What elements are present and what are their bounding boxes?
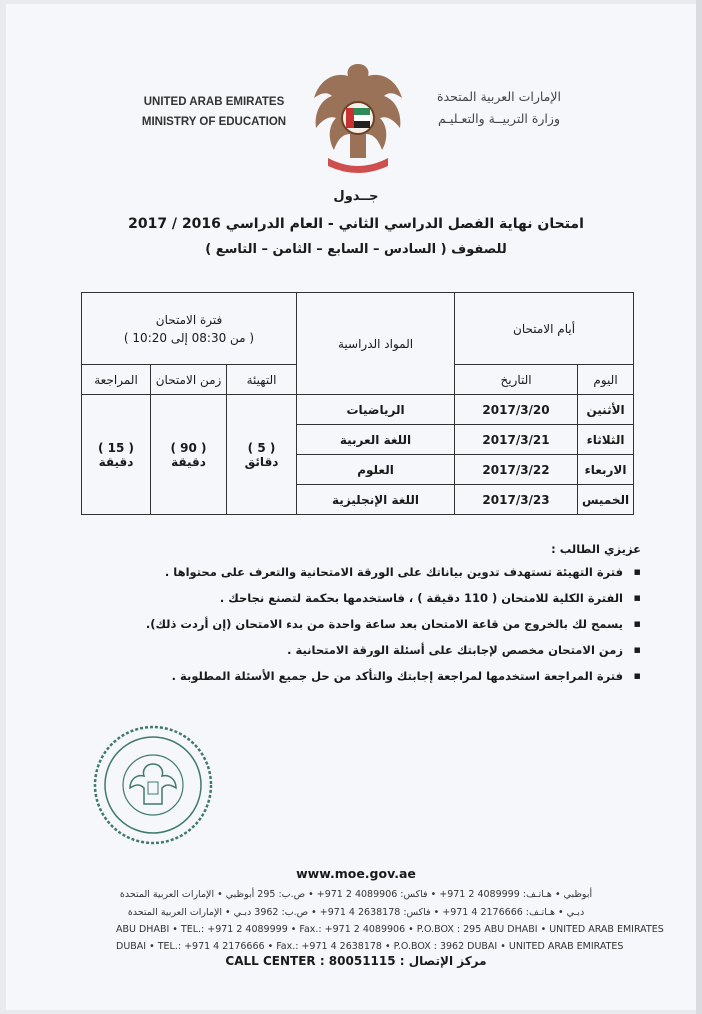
cell-subject: العلوم [297,455,455,485]
table-row [82,395,634,425]
website-link[interactable]: www.moe.gov.ae [296,866,416,881]
doc-subtitle: امتحان نهاية الفصل الدراسي الثاني - العام الدراسي 2016 / 2017 [128,216,584,232]
cell-date: 2017/3/20 [455,395,578,425]
table-header-row [82,293,634,365]
prep-value: ( 5 ) [247,440,276,455]
duration-unit: دقيقة [171,454,206,469]
prep-unit: دقائق [244,454,279,469]
header-review: المراجعة [82,365,151,395]
header-prep: التهيئة [227,365,297,395]
list-item: ▪ زمن الامتحان مخصص لإجابتك على أسئلة الورقة الامتحانية . [216,643,641,659]
document-page [6,4,696,1010]
student-notes [145,542,641,695]
cell-day: الخميس [578,485,634,515]
address-abudhabi-en: ABU DHABI • TEL.: +971 2 4089999 • Fax.: +971 2 4089906 • P.O.BOX : 295 ABU DHABI • UNITED ARAB EMIRATES [116,924,664,935]
review-unit: دقيقة [98,454,134,469]
cell-subject: اللغة الإنجليزية [297,485,455,515]
call-center: CALL CENTER : 80051115 : مركز الإتصال [225,954,487,968]
header-exam-period [82,293,297,365]
notes-list [145,565,641,685]
ministry-stamp-icon [90,722,216,848]
header-subjects: المواد الدراسية [297,293,455,395]
header-exam-days: أيام الامتحان [455,293,634,365]
notes-greeting: عزيزي الطالب : [551,542,641,556]
cell-day: الأثنين [578,395,634,425]
header-day: اليوم [578,365,634,395]
list-item: ▪ فترة المراجعة استخدمها لمراجعة إجابتك والتأكد من حل جميع الأسئلة المطلوبة . [216,669,641,685]
header-ar-ministry: وزارة التربيــة والتعـليـم [438,111,560,126]
list-item: ▪ يسمح لك بالخروج من قاعة الامتحان بعد ساعة واحدة من بدء الامتحان (إن أردت ذلك). [216,617,641,633]
header-ar-country: الإمارات العربية المتحدة [437,89,561,104]
header-period-time: ( من 08:30 إلى 10:20 ) [123,330,255,345]
cell-review [82,395,151,515]
header-date: التاريخ [455,365,578,395]
address-dubai-ar: دبـي • هـاتـف: 2176666 4 971+ • فاكس: 2638178 4 971+ • ص.ب: 3962 دبـي • الإمارات العربية المتحدة [127,907,585,918]
cell-duration [151,395,227,515]
cell-subject: الرياضيات [297,395,455,425]
header-duration: زمن الامتحان [151,365,227,395]
header-english [134,92,294,132]
uae-emblem-icon [306,58,410,178]
header-en-ministry: MINISTRY OF EDUCATION [141,116,287,128]
doc-title: جــدول [333,189,379,204]
cell-day: الثلاثاء [578,425,634,455]
list-item: ▪ فترة التهيئة تستهدف تدوين بياناتك على الورقة الامتحانية والتعرف على محتواها . [216,565,641,581]
cell-date: 2017/3/23 [455,485,578,515]
address-dubai-en: DUBAI • TEL.: +971 4 2176666 • Fax.: +971 4 2638178 • P.O.BOX : 3962 DUBAI • UNITED ARAB EMIRATES [116,941,624,952]
cell-date: 2017/3/21 [455,425,578,455]
cell-prep [227,395,297,515]
header-arabic [414,86,584,130]
header-en-country: UNITED ARAB EMIRATES [143,96,285,108]
cell-day: الاربعاء [578,455,634,485]
doc-grades: للصفوف ( السادس – السابع – الثامن – التاسع ) [205,242,507,257]
header-period-title: فترة الامتحان [155,312,223,327]
review-value: ( 15 ) [97,440,135,455]
list-item: ▪ الفترة الكلية للامتحان ( 110 دقيقة ) ، فاستخدمها بحكمة لتصنع نجاحك . [216,591,641,607]
address-abudhabi-ar: أبوظبي • هـاتـف: 4089999 2 971+ • فاكس: 4089906 2 971+ • ص.ب: 295 أبوظبي • الإمارات العربية المتحدة [119,889,593,900]
exam-schedule-table [81,292,634,515]
duration-value: ( 90 ) [170,440,207,455]
cell-subject: اللغة العربية [297,425,455,455]
cell-date: 2017/3/22 [455,455,578,485]
scan-edge [696,0,702,1014]
